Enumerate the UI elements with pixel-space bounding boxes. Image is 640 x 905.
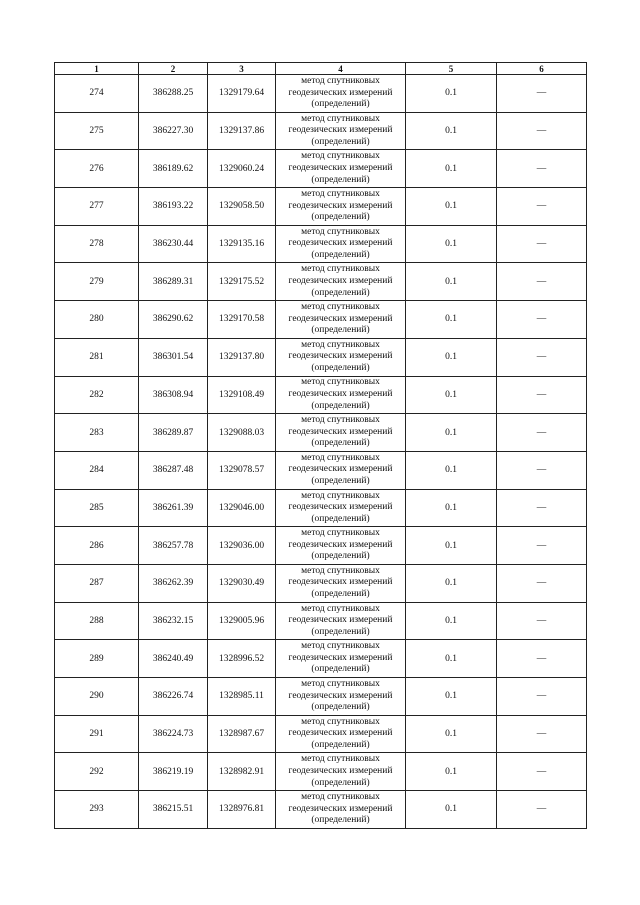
method-line: (определений) — [311, 438, 370, 449]
accuracy: 0.1 — [406, 527, 497, 565]
coordinate-x: 386290.62 — [139, 301, 208, 339]
method-line: геодезических измерений — [288, 502, 393, 513]
table-row — [55, 225, 587, 263]
table-row — [55, 640, 587, 678]
method-line: метод спутниковых — [301, 716, 380, 727]
method-cell — [276, 527, 406, 565]
coordinate-x: 386226.74 — [139, 678, 208, 716]
coordinate-x: 386189.62 — [139, 150, 208, 188]
note: — — [497, 376, 587, 414]
method-line: метод спутниковых — [301, 678, 380, 689]
coordinate-x: 386193.22 — [139, 188, 208, 226]
accuracy: 0.1 — [406, 414, 497, 452]
method-cell — [276, 451, 406, 489]
method-line: метод спутниковых — [301, 264, 380, 275]
method-line: (определений) — [311, 174, 370, 185]
point-number: 279 — [55, 263, 139, 301]
note: — — [497, 640, 587, 678]
coordinate-y: 1328985.11 — [208, 678, 276, 716]
point-number: 287 — [55, 564, 139, 602]
note: — — [497, 602, 587, 640]
method-line: метод спутниковых — [301, 189, 380, 200]
method-cell — [276, 640, 406, 678]
coordinate-x: 386289.31 — [139, 263, 208, 301]
table-row — [55, 564, 587, 602]
coordinate-x: 386288.25 — [139, 75, 208, 113]
point-number: 277 — [55, 188, 139, 226]
method-cell — [276, 150, 406, 188]
method-line: (определений) — [311, 513, 370, 524]
method-line: метод спутниковых — [301, 75, 380, 86]
note: — — [497, 301, 587, 339]
coordinate-y: 1328976.81 — [208, 791, 276, 829]
table-row — [55, 678, 587, 716]
coordinate-x: 386240.49 — [139, 640, 208, 678]
table-row — [55, 414, 587, 452]
coordinate-x: 386230.44 — [139, 225, 208, 263]
header-col-6: 6 — [497, 63, 587, 75]
method-cell — [276, 715, 406, 753]
header-col-5: 5 — [406, 63, 497, 75]
point-number: 280 — [55, 301, 139, 339]
accuracy: 0.1 — [406, 451, 497, 489]
table-body — [55, 75, 587, 829]
table-header — [55, 63, 587, 75]
method-line: (определений) — [311, 99, 370, 110]
point-number: 292 — [55, 753, 139, 791]
point-number: 285 — [55, 489, 139, 527]
table-row — [55, 376, 587, 414]
method-cell — [276, 75, 406, 113]
accuracy: 0.1 — [406, 678, 497, 716]
table-row — [55, 301, 587, 339]
table-row — [55, 791, 587, 829]
coordinate-y: 1328982.91 — [208, 753, 276, 791]
method-line: метод спутниковых — [301, 528, 380, 539]
method-cell — [276, 602, 406, 640]
coordinate-y: 1329088.03 — [208, 414, 276, 452]
accuracy: 0.1 — [406, 263, 497, 301]
method-line: геодезических измерений — [288, 652, 393, 663]
method-line: геодезических измерений — [288, 162, 393, 173]
header-col-1: 1 — [55, 63, 139, 75]
method-line: (определений) — [311, 400, 370, 411]
method-line: геодезических измерений — [288, 200, 393, 211]
method-line: метод спутниковых — [301, 641, 380, 652]
method-cell — [276, 414, 406, 452]
accuracy: 0.1 — [406, 640, 497, 678]
point-number: 276 — [55, 150, 139, 188]
note: — — [497, 225, 587, 263]
coordinate-y: 1329005.96 — [208, 602, 276, 640]
coordinates-table — [54, 62, 587, 829]
table-row — [55, 451, 587, 489]
method-line: метод спутниковых — [301, 226, 380, 237]
method-cell — [276, 753, 406, 791]
note: — — [497, 75, 587, 113]
note: — — [497, 715, 587, 753]
method-cell — [276, 188, 406, 226]
note: — — [497, 338, 587, 376]
method-line: геодезических измерений — [288, 690, 393, 701]
method-line: геодезических измерений — [288, 577, 393, 588]
coordinate-y: 1329060.24 — [208, 150, 276, 188]
table-row — [55, 112, 587, 150]
accuracy: 0.1 — [406, 301, 497, 339]
method-line: метод спутниковых — [301, 151, 380, 162]
method-line: метод спутниковых — [301, 754, 380, 765]
accuracy: 0.1 — [406, 225, 497, 263]
accuracy: 0.1 — [406, 112, 497, 150]
method-line: метод спутниковых — [301, 603, 380, 614]
header-col-4: 4 — [276, 63, 406, 75]
method-cell — [276, 564, 406, 602]
coordinate-x: 386219.19 — [139, 753, 208, 791]
point-number: 290 — [55, 678, 139, 716]
method-line: (определений) — [311, 626, 370, 637]
table-row — [55, 150, 587, 188]
table-row — [55, 75, 587, 113]
method-line: (определений) — [311, 249, 370, 260]
method-cell — [276, 376, 406, 414]
header-col-3: 3 — [208, 63, 276, 75]
point-number: 284 — [55, 451, 139, 489]
method-line: (определений) — [311, 476, 370, 487]
note: — — [497, 451, 587, 489]
coordinate-y: 1328987.67 — [208, 715, 276, 753]
coordinate-x: 386257.78 — [139, 527, 208, 565]
table-row — [55, 715, 587, 753]
point-number: 293 — [55, 791, 139, 829]
method-line: геодезических измерений — [288, 765, 393, 776]
header-row — [55, 63, 587, 75]
table-row — [55, 753, 587, 791]
coordinate-x: 386308.94 — [139, 376, 208, 414]
method-line: геодезических измерений — [288, 313, 393, 324]
method-cell — [276, 338, 406, 376]
accuracy: 0.1 — [406, 753, 497, 791]
table-row — [55, 602, 587, 640]
method-line: метод спутниковых — [301, 113, 380, 124]
method-line: метод спутниковых — [301, 415, 380, 426]
point-number: 283 — [55, 414, 139, 452]
method-cell — [276, 489, 406, 527]
coordinate-y: 1329036.00 — [208, 527, 276, 565]
note: — — [497, 489, 587, 527]
coordinate-x: 386261.39 — [139, 489, 208, 527]
method-cell — [276, 112, 406, 150]
coordinate-y: 1329137.86 — [208, 112, 276, 150]
method-line: метод спутниковых — [301, 490, 380, 501]
table-row — [55, 338, 587, 376]
accuracy: 0.1 — [406, 150, 497, 188]
method-line: геодезических измерений — [288, 351, 393, 362]
note: — — [497, 753, 587, 791]
accuracy: 0.1 — [406, 602, 497, 640]
method-line: (определений) — [311, 325, 370, 336]
note: — — [497, 414, 587, 452]
coordinate-x: 386224.73 — [139, 715, 208, 753]
accuracy: 0.1 — [406, 564, 497, 602]
coordinate-x: 386227.30 — [139, 112, 208, 150]
accuracy: 0.1 — [406, 715, 497, 753]
table-row — [55, 188, 587, 226]
method-cell — [276, 678, 406, 716]
method-line: (определений) — [311, 287, 370, 298]
note: — — [497, 150, 587, 188]
point-number: 274 — [55, 75, 139, 113]
coordinate-x: 386232.15 — [139, 602, 208, 640]
method-line: геодезических измерений — [288, 125, 393, 136]
accuracy: 0.1 — [406, 489, 497, 527]
note: — — [497, 527, 587, 565]
method-line: (определений) — [311, 777, 370, 788]
coordinate-y: 1329078.57 — [208, 451, 276, 489]
method-line: метод спутниковых — [301, 792, 380, 803]
coordinate-x: 386289.87 — [139, 414, 208, 452]
method-line: метод спутниковых — [301, 339, 380, 350]
coordinate-y: 1329030.49 — [208, 564, 276, 602]
method-line: (определений) — [311, 815, 370, 826]
point-number: 286 — [55, 527, 139, 565]
coordinate-y: 1329108.49 — [208, 376, 276, 414]
accuracy: 0.1 — [406, 376, 497, 414]
method-line: геодезических измерений — [288, 803, 393, 814]
method-line: геодезических измерений — [288, 238, 393, 249]
point-number: 289 — [55, 640, 139, 678]
note: — — [497, 263, 587, 301]
table-row — [55, 489, 587, 527]
coordinate-x: 386287.48 — [139, 451, 208, 489]
point-number: 288 — [55, 602, 139, 640]
coordinate-y: 1329179.64 — [208, 75, 276, 113]
method-line: (определений) — [311, 551, 370, 562]
method-line: метод спутниковых — [301, 302, 380, 313]
table-row — [55, 527, 587, 565]
method-line: (определений) — [311, 739, 370, 750]
table-row — [55, 263, 587, 301]
method-cell — [276, 225, 406, 263]
method-line: (определений) — [311, 136, 370, 147]
method-line: геодезических измерений — [288, 464, 393, 475]
coordinate-x: 386215.51 — [139, 791, 208, 829]
note: — — [497, 791, 587, 829]
method-cell — [276, 301, 406, 339]
note: — — [497, 112, 587, 150]
method-line: (определений) — [311, 212, 370, 223]
coordinate-y: 1329046.00 — [208, 489, 276, 527]
method-line: (определений) — [311, 362, 370, 373]
point-number: 282 — [55, 376, 139, 414]
method-line: метод спутниковых — [301, 377, 380, 388]
coordinate-y: 1329137.80 — [208, 338, 276, 376]
method-line: метод спутниковых — [301, 565, 380, 576]
coordinate-y: 1329175.52 — [208, 263, 276, 301]
method-line: метод спутниковых — [301, 452, 380, 463]
method-line: (определений) — [311, 664, 370, 675]
coordinate-y: 1328996.52 — [208, 640, 276, 678]
method-line: (определений) — [311, 589, 370, 600]
coordinate-y: 1329170.58 — [208, 301, 276, 339]
method-line: геодезических измерений — [288, 389, 393, 400]
method-line: геодезических измерений — [288, 539, 393, 550]
method-cell — [276, 791, 406, 829]
method-line: геодезических измерений — [288, 615, 393, 626]
point-number: 291 — [55, 715, 139, 753]
method-line: геодезических измерений — [288, 728, 393, 739]
method-line: геодезических измерений — [288, 87, 393, 98]
accuracy: 0.1 — [406, 338, 497, 376]
header-col-2: 2 — [139, 63, 208, 75]
note: — — [497, 678, 587, 716]
method-cell — [276, 263, 406, 301]
point-number: 278 — [55, 225, 139, 263]
accuracy: 0.1 — [406, 75, 497, 113]
method-line: геодезических измерений — [288, 426, 393, 437]
coordinate-y: 1329135.16 — [208, 225, 276, 263]
accuracy: 0.1 — [406, 188, 497, 226]
method-line: (определений) — [311, 702, 370, 713]
coordinate-x: 386301.54 — [139, 338, 208, 376]
coordinate-x: 386262.39 — [139, 564, 208, 602]
coordinate-y: 1329058.50 — [208, 188, 276, 226]
point-number: 281 — [55, 338, 139, 376]
accuracy: 0.1 — [406, 791, 497, 829]
note: — — [497, 564, 587, 602]
note: — — [497, 188, 587, 226]
point-number: 275 — [55, 112, 139, 150]
method-line: геодезических измерений — [288, 275, 393, 286]
